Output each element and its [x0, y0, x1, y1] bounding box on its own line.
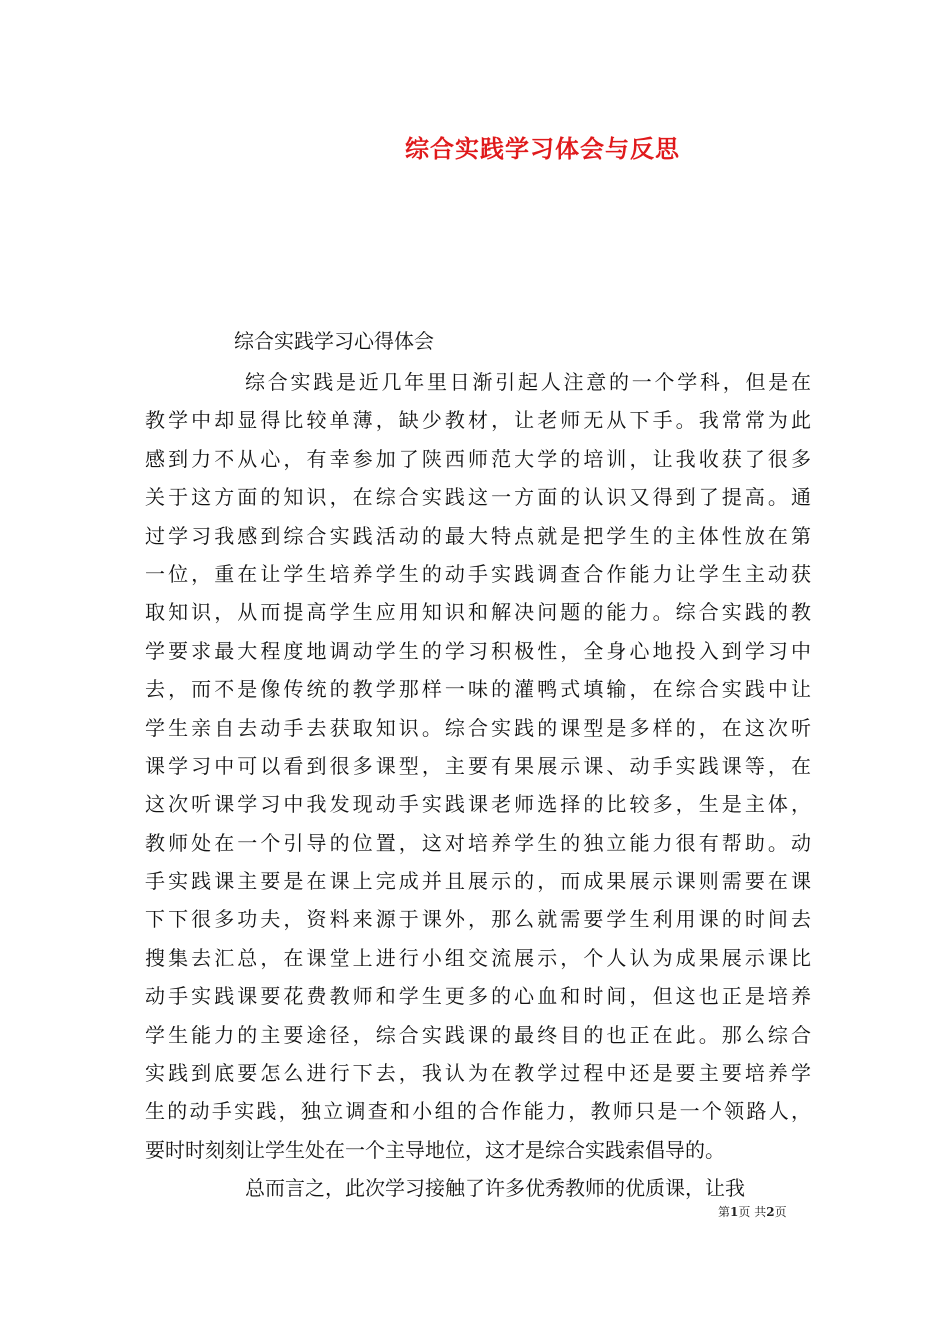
- paragraph: [145, 363, 811, 1169]
- paragraph-line: 一位，重在让学生培养学生的动手实践调查合作能力让学生主动获: [145, 561, 811, 586]
- paragraph-line: 手实践课主要是在课上完成并且展示的，而成果展示课则需要在课: [145, 869, 811, 894]
- document-subtitle: 综合实践学习心得体会: [234, 329, 434, 353]
- paragraph: [145, 1169, 811, 1207]
- paragraph-line: 实践到底要怎么进行下去，我认为在教学过程中还是要主要培养学: [145, 1061, 811, 1086]
- paragraph-line: 课学习中可以看到很多课型，主要有果展示课、动手实践课等，在: [145, 753, 811, 778]
- paragraph-line: 教师处在一个引导的位置，这对培养学生的独立能力很有帮助。动: [145, 830, 811, 855]
- document-title: 综合实践学习体会与反思: [405, 134, 680, 163]
- paragraph-line: 下下很多功夫，资料来源于课外，那么就需要学生利用课的时间去: [145, 907, 811, 932]
- paragraph-line: 总而言之，此次学习接触了许多优秀教师的优质课，让我: [245, 1176, 745, 1201]
- footer-current-page: 1: [730, 1205, 739, 1219]
- paragraph-line: 生的动手实践，独立调查和小组的合作能力，教师只是一个领路人，: [145, 1099, 811, 1124]
- footer-middle: 页 共: [738, 1205, 767, 1219]
- paragraph-line: 综合实践是近几年里日渐引起人注意的一个学科，但是在: [245, 370, 811, 394]
- footer-prefix: 第: [718, 1205, 731, 1219]
- paragraph-line: 动手实践课要花费教师和学生更多的心血和时间，但这也正是培养: [145, 984, 811, 1009]
- footer-suffix: 页: [774, 1205, 787, 1219]
- paragraph-line: 学生能力的主要途径，综合实践课的最终目的也正在此。那么综合: [145, 1022, 811, 1047]
- paragraph-line: 搜集去汇总，在课堂上进行小组交流展示，个人认为成果展示课比: [145, 945, 811, 970]
- paragraph-line: 去，而不是像传统的教学那样一味的灌鸭式填输，在综合实践中让: [145, 677, 811, 702]
- paragraph-line: 要时时刻刻让学生处在一个主导地位，这才是综合实践索倡导的。: [145, 1137, 725, 1162]
- footer-total-pages: 2: [766, 1205, 775, 1219]
- paragraph-line: 过学习我感到综合实践活动的最大特点就是把学生的主体性放在第: [145, 523, 811, 548]
- paragraph-line: 这次听课学习中我发现动手实践课老师选择的比较多，生是主体，: [145, 792, 811, 817]
- paragraph-line: 学生亲自去动手去获取知识。综合实践的课型是多样的，在这次听: [145, 715, 811, 740]
- paragraph-line: 感到力不从心，有幸参加了陕西师范大学的培训，让我收获了很多: [145, 446, 811, 471]
- paragraph-line: 教学中却显得比较单薄，缺少教材，让老师无从下手。我常常为此: [145, 408, 811, 433]
- paragraph-line: 学要求最大程度地调动学生的学习积极性，全身心地投入到学习中: [145, 638, 811, 663]
- document-body: [145, 363, 811, 1208]
- paragraph-line: 关于这方面的知识，在综合实践这一方面的认识又得到了提高。通: [145, 485, 811, 510]
- page-footer: [718, 1203, 787, 1221]
- paragraph-line: 取知识，从而提高学生应用知识和解决问题的能力。综合实践的教: [145, 600, 811, 625]
